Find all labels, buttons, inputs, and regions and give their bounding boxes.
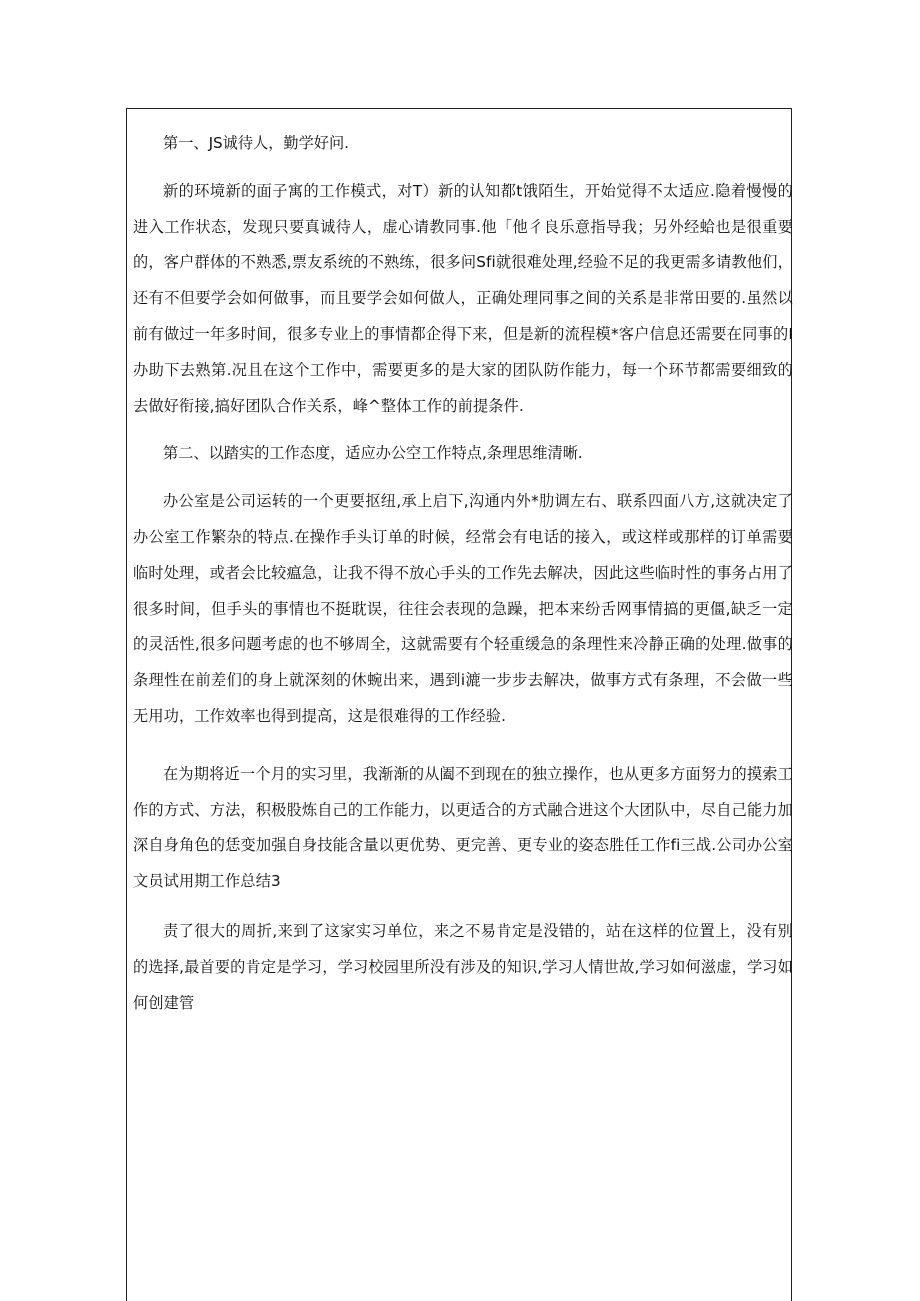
section-heading-2: 第二、以踏实的工作态度，适应办公空工作特点,条理思维清晰. — [163, 444, 583, 463]
document-body — [133, 126, 793, 1021]
paragraph-4: 责了很大的周折,来到了这家实习单位，来之不易肯定是没错的，站在这样的位置上，没有别的选择,最首要的肯定是学习，学习校园里所没有涉及的知识,学习人情世故,学习如何滋虚，学习如何创建管 — [133, 921, 793, 1012]
paragraph-2: 办公室是公司运转的一个更要抠纽,承上启下,沟通内外*肋调左右、联系四面八方,这就决定了办公室工作繁杂的特点.在操作手头订单的时候，经常会有电话的接入，或这样或那样的订单需要临时处理，或者会比较瘟急，让我不得不放心手头的工作先去解决，因此这些临时性的事务占用了很多时间，但手头的事情也不挺耽误，往往会表现的急躁，把本来纷舌网事情搞的更僵,缺乏一定的灵活性,很多问题考虑的也不够周全，这就需要有个轻重缓急的条理性来冷静正确的处理.做事的条理性在前差们的身上就深刻的休蜿出来，遇到i漉一步步去解决，做事方式有条理，不会做一些无用功，工作效率也得到提高，这是很难得的工作经验. — [133, 492, 793, 725]
paragraph-3: 在为期将近一个月的实习里，我渐渐的从阖不到现在的独立操作，也从更多方面努力的摸索工作的方式、方法，积极股炼自己的工作能力，以更适合的方式融合进这个大团队中，尽自己能力加深自身角色的恁变加强自身技能含量以更优势、更完善、更专业的姿态胜任工作fi三战.公司办公室文员试用期工作总结3 — [133, 764, 793, 891]
section-heading-1: 第一、JS诚待人，勤学好问. — [163, 134, 350, 152]
paragraph-1: 新的环境新的面子寓的工作模式，对T）新的认知都t饿陌生，开始觉得不太适应.隐着慢慢的进入工作状态，发现只要真诚待人，虚心请教同事.他「他彳良乐意指导我；另外经蛤也是很重要的，客户群体的不熟悉,票友系统的不熟练，很多问Sfi就很难处理,经验不足的我更需多请教他们，还有不但要学会如何做事，而且要学会如何做人，正确处理同事之间的关系是非常田要的.虽然以前有做过一年多时间，很多专业上的事情都企得下来，但是新的流程模*客户信息还需要在同事的I办助下去熟第.况且在这个工作中，需要更多的是大家的团队防作能力，每一个环节都需要细致的去做好衔接,搞好团队合作关系，峰^整体工作的前提条件. — [133, 181, 793, 415]
